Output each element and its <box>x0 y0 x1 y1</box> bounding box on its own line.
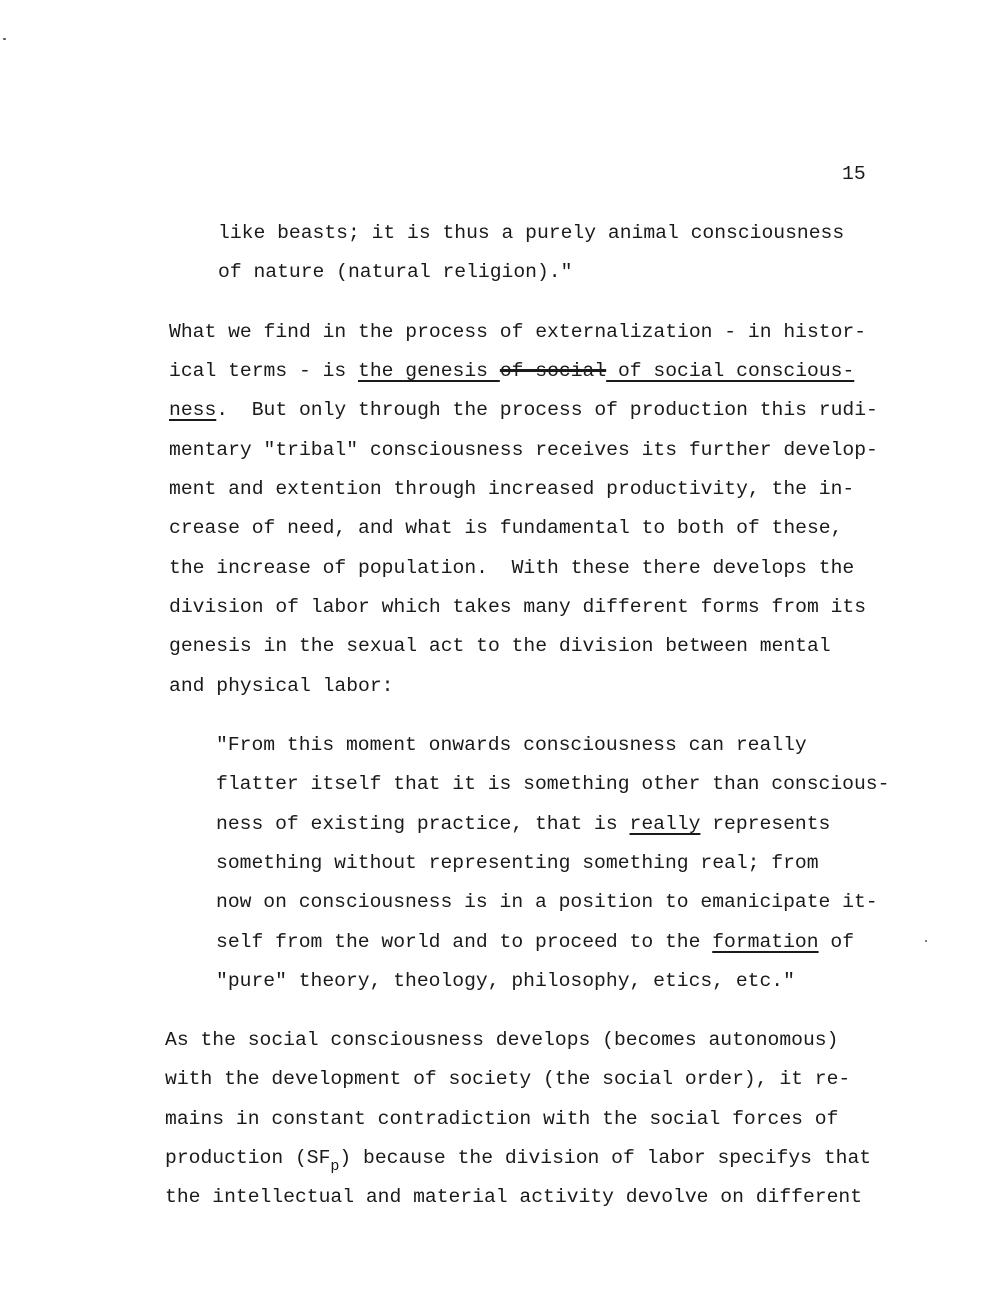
underlined-text: ness <box>169 399 217 421</box>
quote-line: "From this moment onwards consciousness can really <box>216 734 807 756</box>
text-run: ical terms - is <box>169 360 359 382</box>
paragraph-line: division of labor which takes many different forms from its <box>169 596 867 618</box>
paragraph-line: the increase of population. With these there develops the <box>169 557 855 579</box>
underlined-text: formation <box>712 931 819 953</box>
underlined-text: of social conscious- <box>606 360 855 382</box>
paragraph-line: and physical labor: <box>169 675 394 697</box>
paragraph-line: mains in constant contradiction with the social forces of <box>165 1108 839 1130</box>
text-run: ) because the division of labor specifys that <box>339 1147 872 1169</box>
quote-line: something without representing something real; from <box>216 852 819 874</box>
scan-speck <box>3 38 6 40</box>
quote-line: like beasts; it is thus a purely animal consciousness <box>218 222 845 244</box>
paragraph-line: What we find in the process of externalization - in histor- <box>169 321 867 343</box>
paragraph-line <box>165 1146 872 1175</box>
paragraph-line <box>169 398 878 422</box>
quote-line: now on consciousness is in a position to emanicipate it- <box>216 891 878 913</box>
paragraph-line: the intellectual and material activity devolve on different <box>165 1186 863 1208</box>
text-run: production (SF <box>165 1147 331 1169</box>
quote-line <box>216 812 830 836</box>
text-run: ness of existing practice, that is <box>216 813 630 835</box>
page-number: 15 <box>842 163 866 185</box>
paragraph-line: ment and extention through increased productivity, the in- <box>169 478 855 500</box>
scan-speck <box>925 940 927 942</box>
paragraph-line: As the social consciousness develops (becomes autonomous) <box>165 1029 839 1051</box>
paragraph-line <box>169 359 854 383</box>
quote-line: flatter itself that it is something other than conscious- <box>216 773 890 795</box>
text-run: . But only through the process of production this rudi- <box>216 399 878 421</box>
text-run <box>488 360 500 382</box>
struck-through-text: of social <box>499 360 607 382</box>
quote-line: of nature (natural religion)." <box>218 261 573 283</box>
paragraph-line: with the development of society (the social order), it re- <box>165 1068 851 1090</box>
paragraph-line: genesis in the sexual act to the division between mental <box>169 635 831 657</box>
underlined-text: the genesis <box>358 360 488 382</box>
quote-line <box>216 930 854 954</box>
text-run: represents <box>700 813 831 835</box>
paragraph-line: crease of need, and what is fundamental to both of these, <box>169 517 843 539</box>
underlined-text: really <box>629 813 701 835</box>
text-run: self from the world and to proceed to the <box>216 931 713 953</box>
text-run: of <box>818 931 855 953</box>
quote-line: "pure" theory, theology, philosophy, etics, etc." <box>216 970 795 992</box>
subscript: p <box>330 1158 340 1175</box>
paragraph-line: mentary "tribal" consciousness receives its further develop- <box>169 439 878 461</box>
